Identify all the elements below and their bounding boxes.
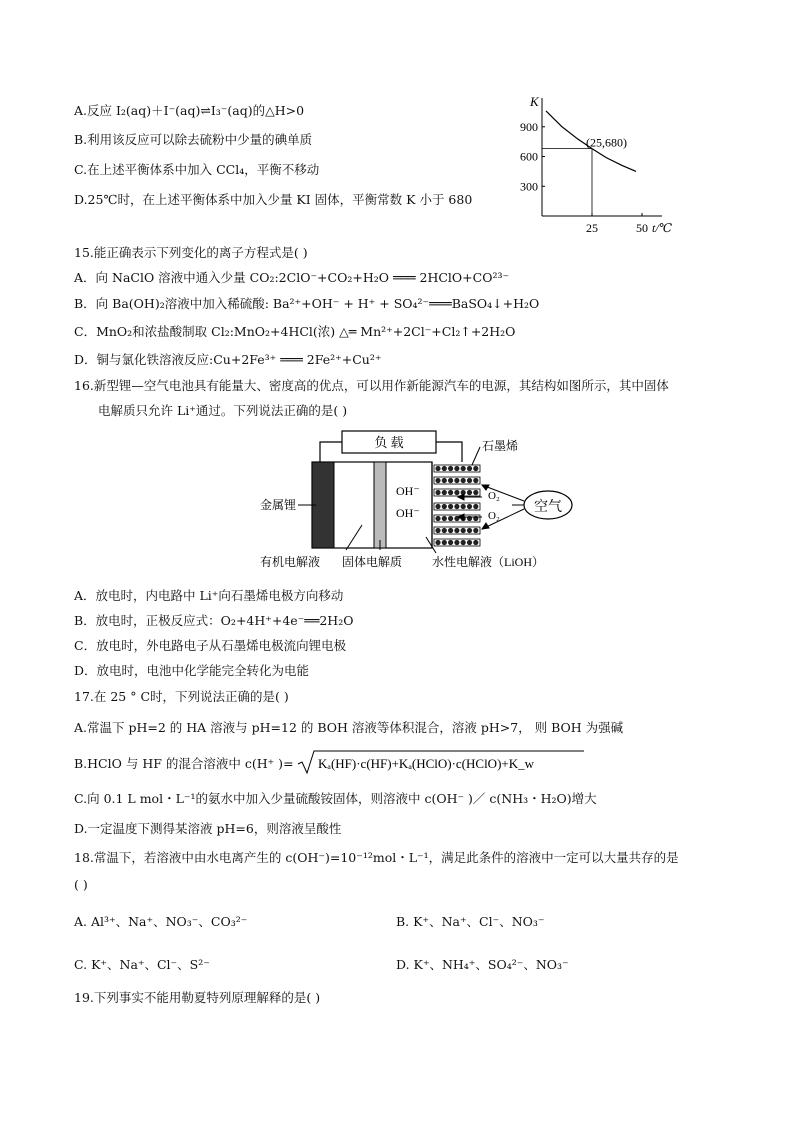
y-axis-label: K	[530, 94, 539, 109]
q18-option-d: D. K⁺、NH₄⁺、SO₄²⁻、NO₃⁻	[396, 957, 569, 972]
graphene-particle	[473, 490, 478, 495]
graphene-particle	[454, 504, 459, 509]
q17-option-c: C.向 0.1 L mol・L⁻¹的氨水中加入少量硫酸铵固体，则溶液中 c(OH⁻ )／ c(NH₃・H₂O)增大	[74, 791, 597, 806]
graphene-particle	[467, 528, 472, 533]
graphene-particle	[442, 540, 447, 545]
graphene-particle	[467, 504, 472, 509]
oh-label-1: OH⁻	[396, 484, 420, 498]
graphene-particle	[448, 528, 453, 533]
graphene-particle	[435, 540, 440, 545]
q16-stem-line2: 电解质只允许 Li⁺通过。下列说法正确的是( )	[98, 403, 348, 418]
annotation-label: (25,680)	[586, 135, 627, 150]
graphene-particle	[435, 466, 440, 471]
graphene-particle	[473, 478, 478, 483]
q16-stem-line1: 16.新型锂—空气电池具有能量大、密度高的优点，可以用作新能源汽车的电源，其结构如图所示，其中固体	[74, 378, 669, 393]
graphene-particle	[461, 466, 466, 471]
graphene-particle	[467, 540, 472, 545]
graphene-particle	[473, 504, 478, 509]
graphene-particle	[435, 528, 440, 533]
graphene-particle	[461, 540, 466, 545]
y-tick-label: 600	[520, 149, 538, 164]
q18-option-a: A. Al³⁺、Na⁺、NO₃⁻、CO₃²⁻	[74, 914, 248, 929]
graphene-label: 石墨烯	[482, 439, 519, 453]
graphene-particle	[448, 516, 453, 521]
graphene-particle	[435, 516, 440, 521]
graphene-particle	[461, 528, 466, 533]
q15-option-b: B．向 Ba(OH)₂溶液中加入稀硫酸: Ba²⁺+OH⁻ + H⁺ + SO₄²⁻═══BaSO₄↓+H₂O	[74, 296, 540, 311]
organic-electrolyte-label: 有机电解液	[260, 555, 321, 569]
graphene-electrode	[432, 462, 480, 548]
x-tick-label: 50	[636, 221, 648, 235]
q14-option-d: D.25℃时，在上述平衡体系中加入少量 KI 固体，平衡常数 K 小于 680	[74, 192, 473, 207]
k-vs-temperature-chart	[508, 92, 673, 242]
oh-label-2: OH⁻	[396, 506, 420, 520]
graphene-particle	[467, 478, 472, 483]
q17-option-b	[74, 756, 294, 772]
q15-option-d: D．铜与氯化铁溶液反应:Cu+2Fe³⁺ ═══ 2Fe²⁺+Cu²⁺	[74, 352, 382, 367]
q15-option-a: A．向 NaClO 溶液中通入少量 CO₂:2ClO⁻+CO₂+H₂O ═══ 2HClO+CO²³⁻	[74, 270, 510, 285]
graphene-particle	[467, 490, 472, 495]
graphene-particle	[435, 490, 440, 495]
x-axis-label: t/℃	[652, 221, 673, 235]
graphene-particle	[442, 478, 447, 483]
graphene-particle	[467, 466, 472, 471]
x-tick-label: 25	[586, 221, 598, 235]
o2-label-2: O₂	[488, 510, 500, 522]
graphene-particle	[442, 466, 447, 471]
graphene-particle	[442, 516, 447, 521]
graphene-particle	[448, 478, 453, 483]
q16-option-c: C．放电时，外电路电子从石墨烯电极流向锂电极	[74, 638, 347, 653]
q18-option-b: B. K⁺、Na⁺、Cl⁻、NO₃⁻	[396, 914, 545, 929]
q14-option-a: A.反应 I₂(aq)＋I⁻(aq)⇌I₃⁻(aq)的△H>0	[74, 103, 305, 118]
graphene-particle	[448, 490, 453, 495]
graphene-particle	[454, 466, 459, 471]
graphene-particle	[461, 478, 466, 483]
graphene-particle	[454, 478, 459, 483]
q14-option-c: C.在上述平衡体系中加入 CCl₄，平衡不移动	[74, 162, 320, 177]
q17-option-a: A.常温下 pH=2 的 HA 溶液与 pH=12 的 BOH 溶液等体积混合，溶液 pH>7， 则 BOH 为强碱	[74, 720, 624, 735]
graphene-particle	[473, 540, 478, 545]
q16-option-d: D．放电时，电池中化学能完全转化为电能	[74, 663, 310, 678]
graphene-particle	[442, 528, 447, 533]
q18-stem: 18.常温下，若溶液中由水电离产生的 c(OH⁻)=10⁻¹²mol・L⁻¹，满足此条件的溶液中一定可以大量共存的是	[74, 850, 679, 865]
o2-label-1: O₂	[488, 490, 500, 502]
q15-stem: 15.能正确表示下列变化的离子方程式是( )	[74, 245, 308, 260]
q15-option-c: C．MnO₂和浓盐酸制取 Cl₂:MnO₂+4HCl(浓) △═ Mn²⁺+2Cl⁻+Cl₂↑+2H₂O	[74, 324, 516, 339]
aqueous-electrolyte-label: 水性电解液（LiOH）	[432, 555, 544, 569]
graphene-particle	[435, 504, 440, 509]
y-tick-label: 900	[520, 119, 538, 134]
q19-stem: 19.下列事实不能用勒夏特列原理解释的是( )	[74, 990, 321, 1005]
graphene-particle	[473, 528, 478, 533]
lithium-label: 金属锂	[260, 498, 297, 512]
q18-option-c: C. K⁺、Na⁺、Cl⁻、S²⁻	[74, 957, 210, 972]
graphene-particle	[435, 478, 440, 483]
graphene-particle	[448, 504, 453, 509]
graphene-particle	[461, 504, 466, 509]
q17-stem: 17.在 25 ° C时，下列说法正确的是( )	[74, 689, 289, 704]
solid-electrolyte	[374, 462, 386, 548]
graphene-particle	[454, 528, 459, 533]
q17-option-d: D.一定温度下测得某溶液 pH=6，则溶液呈酸性	[74, 821, 342, 836]
q17-option-b-text: B.HClO 与 HF 的混合溶液中 c(H⁺ )=	[74, 756, 294, 771]
graphene-particle	[454, 540, 459, 545]
q16-option-b: B．放电时，正极反应式：O₂+4H⁺+4e⁻══2H₂O	[74, 613, 354, 628]
lithium-air-battery-diagram	[250, 425, 570, 575]
q16-option-a: A．放电时，内电路中 Li⁺向石墨烯电极方向移动	[74, 588, 344, 603]
graphene-particle	[473, 466, 478, 471]
sqrt-expression-text: Kₐ(HF)·c(HF)+Kₐ(HClO)·c(HClO)+K_w	[318, 756, 535, 771]
graphene-particle	[448, 466, 453, 471]
solid-electrolyte-label: 固体电解质	[342, 555, 403, 569]
graphene-particle	[454, 490, 459, 495]
air-label: 空气	[534, 500, 562, 515]
graphene-particle	[448, 540, 453, 545]
graphene-particle	[442, 504, 447, 509]
q18-stem-line2: ( )	[74, 877, 88, 892]
sqrt-expression	[296, 748, 586, 776]
y-tick-label: 300	[520, 179, 538, 194]
load-label: 负 载	[374, 435, 404, 450]
q14-option-b: B.利用该反应可以除去硫粉中少量的碘单质	[74, 132, 313, 147]
graphene-particle	[442, 490, 447, 495]
